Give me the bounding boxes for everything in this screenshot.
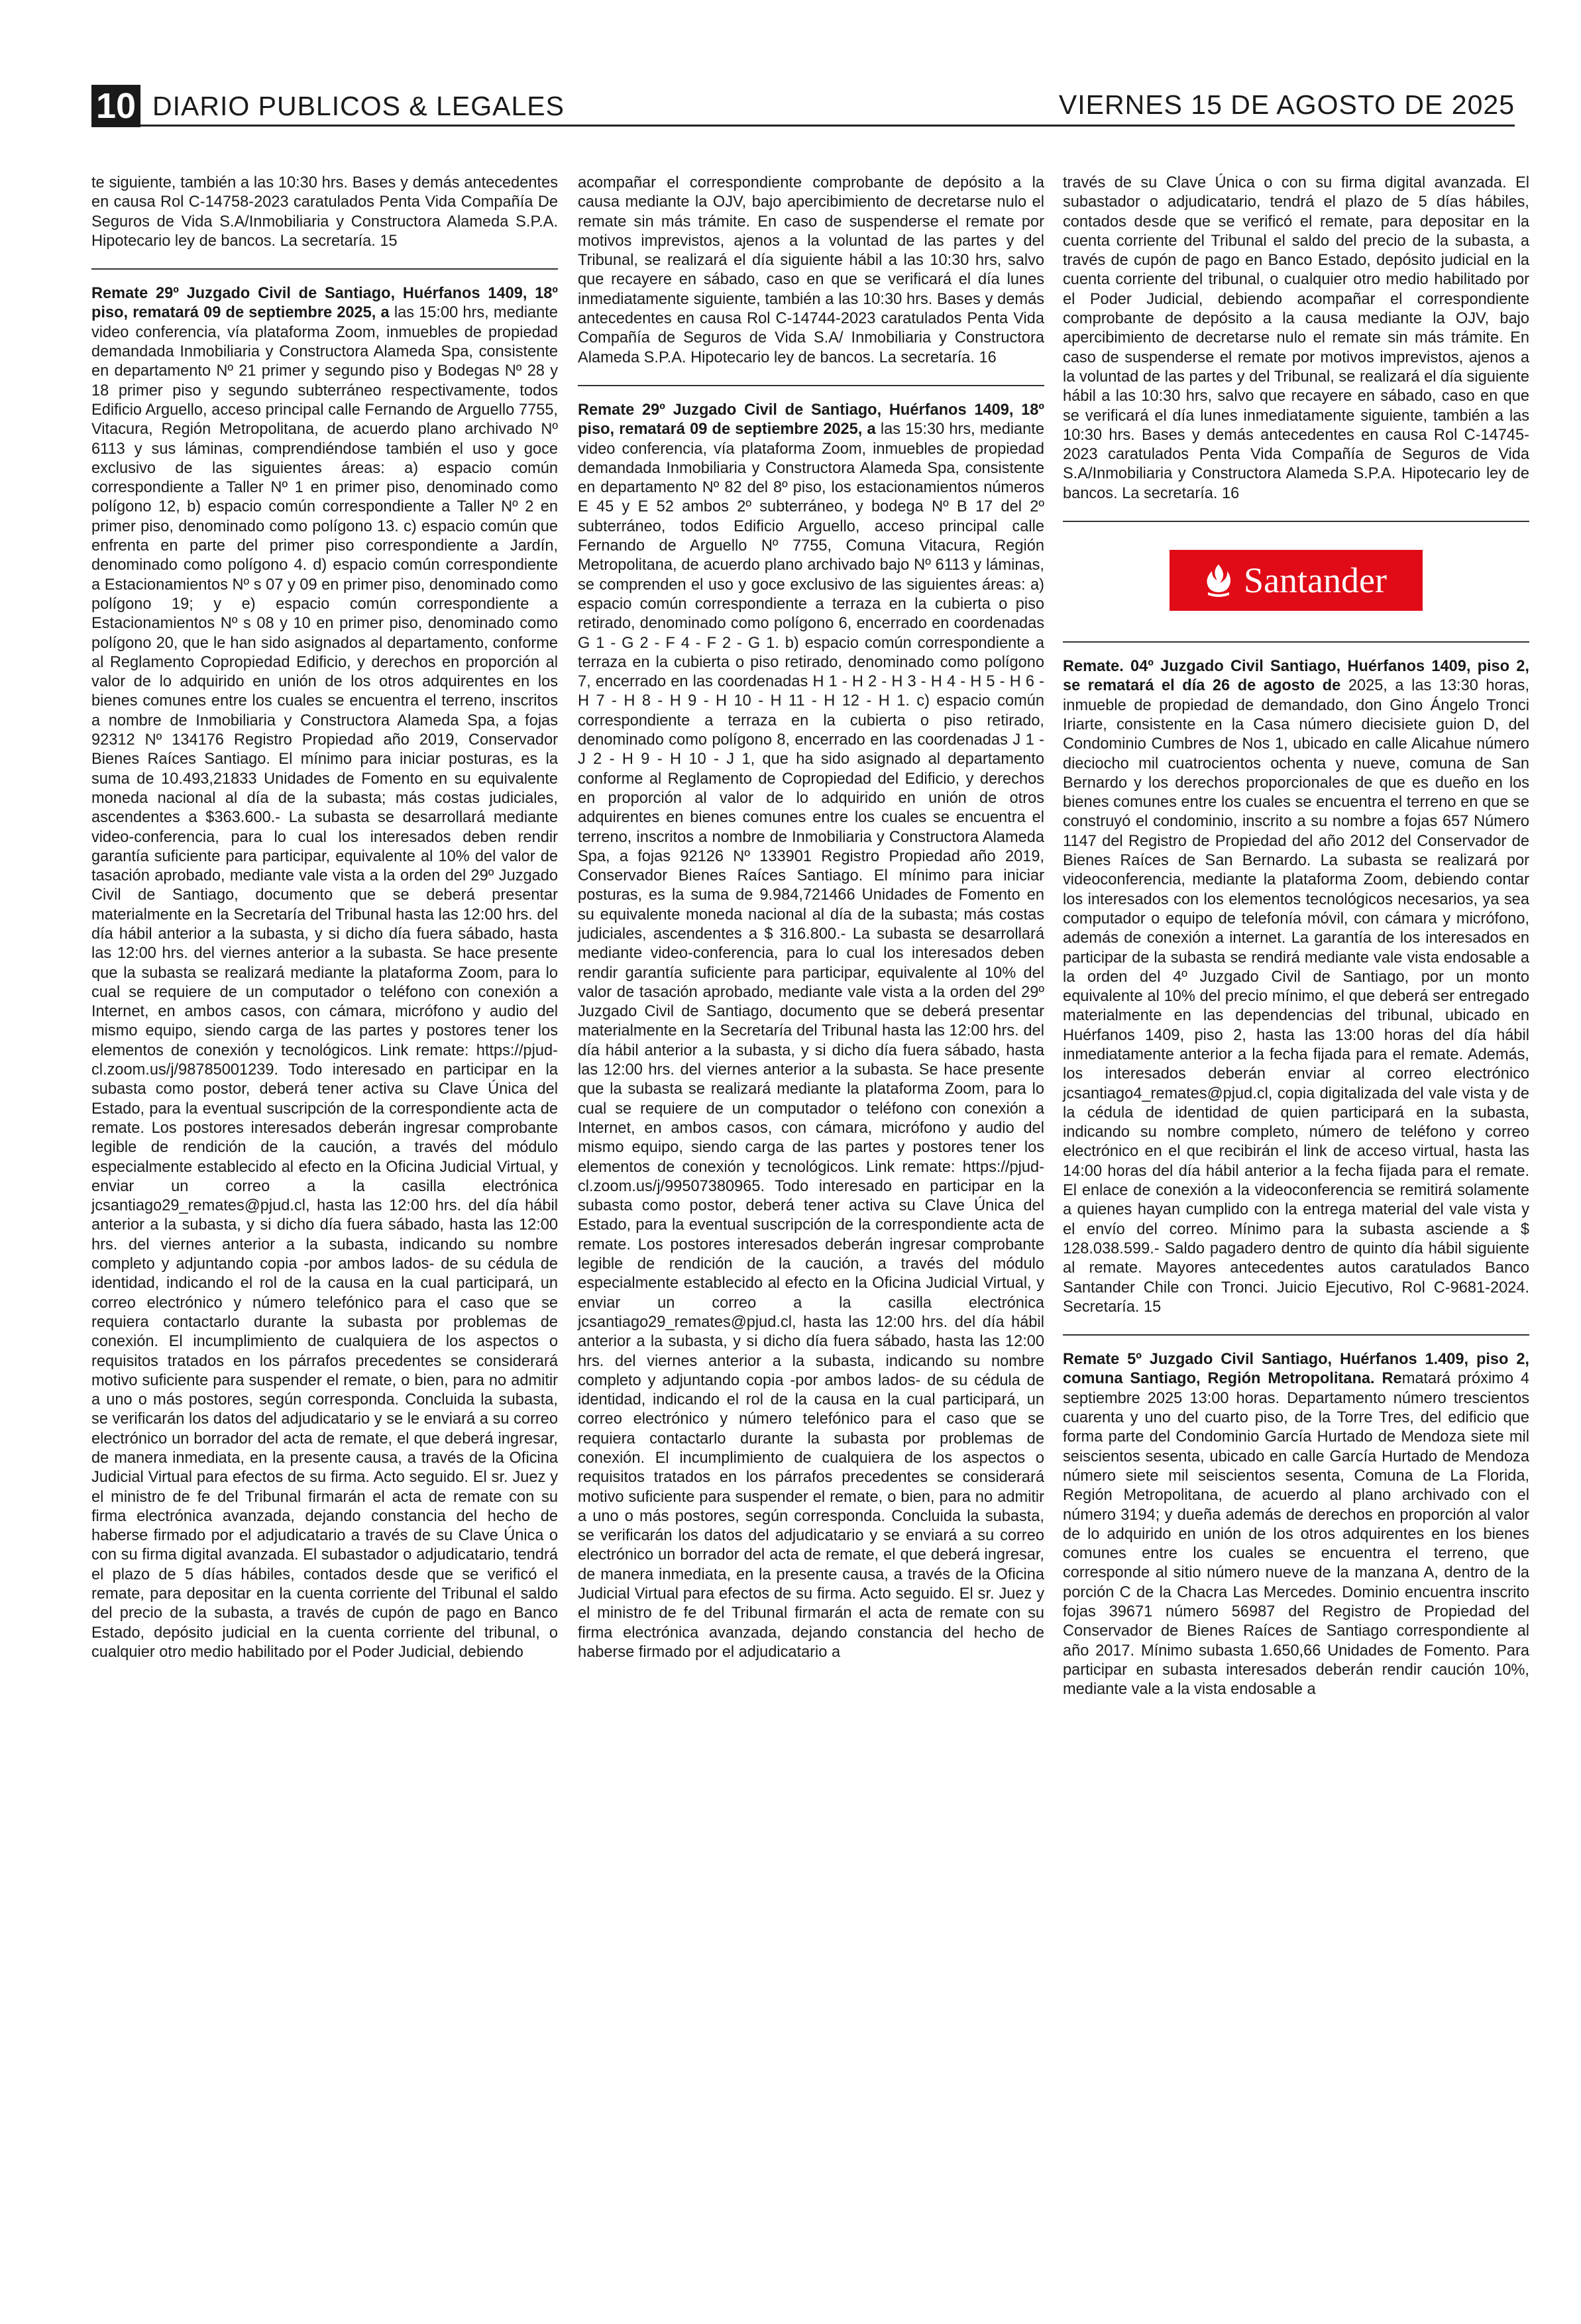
- notice-lead: Remate 5º Juzgado Civil Santiago, Huérfanos 1.409, piso 2, comuna Santiago, Región Metropolitana. Re: [1063, 1351, 1529, 1388]
- column-3: [1063, 174, 1529, 1699]
- notice-divider: [91, 268, 558, 270]
- notice: [91, 284, 558, 1662]
- notice-lead: Remate 29º Juzgado Civil de Santiago, Huérfanos 1409, 18º piso, rematará 09 de septiembre 2025, a: [91, 285, 558, 322]
- page-number: 10: [91, 85, 140, 127]
- santander-logo-area: [1063, 537, 1529, 624]
- column-1: [91, 174, 558, 1662]
- flame-icon: [1205, 563, 1232, 598]
- notice: [578, 401, 1044, 1662]
- logo-text: Santander: [1244, 560, 1387, 601]
- notice: [1063, 1350, 1529, 1699]
- notice-body: matará próximo 4 septiembre 2025 13:00 horas. Departamento número trescientos cuarenta y uno del cuarto piso, de la Torre Tres, del edificio que forma parte del Condominio García Hurtado de Mendoza siete mil seiscientos sesenta, ubicado en calle García Hurtado de Mendoza número siete mil seiscientos sesenta, Comuna de La Florida, Región Metropolitana, de acuerdo al plano archivado con el número 3194; y dueña además de derechos en proporción al valor de lo adquirido en unión de los otros adquirentes en los bienes comunes entre los cuales se encuentra el terreno, que corresponde al sitio número nueve de la manzana A, dentro de la porción C de la Chacra Las Mercedes. Dominio encuentra inscrito fojas 39671 número 56987 del Registro de Propiedad del Conservador de Bienes Raíces de Santiago correspondiente al año 2017. Mínimo subasta 1.650,66 Unidades de Fomento. Para participar en subasta interesados deberán rendir caución 10%, mediante vale a la vista endosable a: [1063, 1370, 1530, 1699]
- notice-body: te siguiente, también a las 10:30 hrs. Bases y demás antecedentes en causa Rol C-14758-2023 caratulados Penta Vida Compañía De Seguros de Vida S.A/Inmobiliaria y Constructora Alameda S.P.A. Hipotecario ley de bancos. La secretaría. 15: [91, 174, 558, 250]
- notice-lead: Remate 29º Juzgado Civil de Santiago, Huérfanos 1409, 18º piso, rematará 09 de septiembre 2025, a: [578, 401, 1044, 439]
- notice-body: acompañar el correspondiente comprobante de depósito a la causa mediante la OJV, bajo apercibimiento de decretarse nulo el remate sin más trámite. En caso de suspenderse el remate por motivos imprevistos, ajenos a la voluntad de las partes y del Tribunal, se realizará el día siguiente hábil a las 10:30 hrs, salvo que recayere en sábado, caso en que se verificará el día lunes inmediatamente siguiente, también a las 10:30 hrs. Bases y demás antecedentes en causa Rol C-14744-2023 caratulados Penta Vida Compañía de Seguros de Vida S.A/ Inmobiliaria y Constructora Alameda S.P.A. Hipotecario ley de bancos. La secretaría. 16: [578, 174, 1044, 366]
- notice: [1063, 657, 1529, 1317]
- page-header: [91, 85, 1515, 127]
- publication-title: DIARIO PUBLICOS & LEGALES: [152, 91, 565, 121]
- notice-lead: Remate. 04º Juzgado Civil Santiago, Huérfanos 1409, piso 2, se rematará el día 26 de agosto de: [1063, 658, 1529, 695]
- notice-body: 2025, a las 13:30 horas, inmueble de propiedad de demandado, don Gino Ángelo Tronci Iriarte, consistente en la Casa número diecisiete guion D, del Condominio Cumbres de Nos 1, ubicado en calle Alicahue número dieciocho mil cuatrocientos ochenta y nueve, comuna de San Bernardo y los derechos proporcionales de que es dueño en los bienes comunes entre los cuales se encuentra el terreno en que se construyó el condominio, inscrito a su nombre a fojas 657 Número 1147 del Registro de Propiedad del año 2012 del Conservador de Bienes Raíces de San Bernardo. La subasta se realizará por videoconferencia, mediante la plataforma Zoom, debiendo contar los interesados con los elementos tecnológicos necesarios, ya sea computador o equipo de telefonía móvil, con cámara y micrófono, además de conexión a internet. La garantía de los interesados en participar de la subasta se rendirá mediante vale vista endosable a la orden del 4º Juzgado Civil de Santiago, por un monto equivalente al 10% del precio mínimo, el que deberá ser entregado materialmente en las dependencias del tribunal, ubicado en Huérfanos 1409, piso 2, hasta las 13:00 horas del día hábil inmediatamente anterior a la fecha fijada para el remate. Además, los interesados deberán enviar al correo electrónico jcsantiago4_remates@pjud.cl, copia digitalizada del vale vista y de la cédula de identidad de quien participará en la subasta, indicando su nombre completo, número de teléfono y correo electrónico en el que recibirán el link de acceso virtual, hasta las 14:00 horas del día hábil anterior a la fecha fijada para el remate. El enlace de conexión a la videoconferencia se remitirá solamente a quienes hayan cumplido con la entrega material del vale vista y el envío del correo. Mínimo para la subasta asciende a $ 128.038.599.- Saldo pagadero dentro de quinto día hábil siguiente al remate. Mayores antecedentes autos caratulados Banco Santander Chile con Tronci. Juicio Ejecutivo, Rol C-9681-2024. Secretaría. 15: [1063, 677, 1530, 1316]
- notice-continuation: [91, 174, 558, 251]
- notice-divider: [1063, 641, 1529, 643]
- notice-continuation: [1063, 174, 1529, 503]
- notice-divider: [578, 385, 1044, 386]
- publication-date: VIERNES 15 DE AGOSTO DE 2025: [1058, 89, 1515, 120]
- notice-divider: [1063, 521, 1529, 522]
- notice-divider: [1063, 1334, 1529, 1336]
- santander-logo: [1170, 550, 1423, 611]
- notice-continuation: [578, 174, 1044, 368]
- notice-body: las 15:00 hrs, mediante video conferencia, vía plataforma Zoom, inmuebles de propiedad demandada Inmobiliaria y Constructora Alameda Spa, consistente en departamento Nº 21 primer y segundo piso y Bodegas Nº 28 y 18 primer piso y segundo subterráneo respectivamente, todos Edificio Arguello, acceso principal calle Fernando de Arguello 7755, Vitacura, Región Metropolitana, de acuerdo plano archivado Nº 6113 y sus láminas, comprendiéndose también el uso y goce exclusivo de las siguientes áreas: a) espacio común correspondiente a Taller Nº 1 en primer piso, denominado como polígono 12, b) espacio común correspondiente a Taller Nº 2 en primer piso, denominado como polígono 13. c) espacio común que enfrenta en parte del primer piso correspondiente a Jardín, denominado como polígono 4. d) espacio común correspondiente a Estacionamientos Nº s 07 y 09 en primer piso, denominado como polígono 19; y e) espacio común correspondiente a Estacionamientos Nº s 08 y 10 en primer piso, denominado como polígono 20, que le han sido asignados al departamento, conforme al Reglamento Copropiedad Edificio, y derechos en proporción al valor de lo adquirido en unión de los otros adquirentes en los bienes comunes entre los cuales se encuentra el terreno, inscritos a nombre de Inmobiliaria y Constructora Alameda Spa, a fojas 92312 Nº 134176 Registro Propiedad año 2019, Conservador Bienes Raíces Santiago. El mínimo para iniciar posturas, es la suma de 10.493,21833 Unidades de Fomento en su equivalente moneda nacional al día de la subasta; más costas judiciales, ascendentes a $363.600.- La subasta se desarrollará mediante video-conferencia, para lo cual los interesados deben rendir garantía suficiente para participar, equivalente al 10% del valor de tasación aprobado, mediante vale vista a la orden del 29º Juzgado Civil de Santiago, documento que se deberá presentar materialmente en la Secretaría del Tribunal hasta las 12:00 hrs. del día hábil anterior a la subasta, y si dicho día fuera sábado, hasta las 12:00 hrs. del viernes anterior a la subasta. Se hace presente que la subasta se realizará mediante la plataforma Zoom, para lo cual se requiere de un computador o teléfono con conexión a Internet, en ambos casos, con cámara, micrófono y audio del mismo equipo, siendo carga de las partes y postores tener los elementos de conexión y tecnológicos. Link remate: https://pjud-cl.zoom.us/j/98785001239. Todo interesado en participar en la subasta como postor, deberá tener activa su Clave Única del Estado, para la eventual suscripción de la correspondiente acta de remate. Los postores interesados deberán ingresar comprobante legible de rendición de la caución, a través del módulo especialmente establecido al efecto en la Oficina Judicial Virtual, y enviar un correo a la casilla electrónica jcsantiago29_remates@pjud.cl, hasta las 12:00 hrs. del día hábil anterior a la subasta, y si dicho día fuera sábado, hasta las 12:00 hrs. del viernes anterior a la subasta, indicando su nombre completo y adjuntando copia -por ambos lados- de su cédula de identidad, indicando el rol de la causa en la cual participará, un correo electrónico y número telefónico para el caso que se requiera contactarlo durante la subasta por problemas de conexión. El incumplimiento de cualquiera de los aspectos o requisitos tratados en los párrafos precedentes se considerará motivo suficiente para suspender el remate, o bien, para no admitir a uno o más postores, según corresponda. Concluida la subasta, se verificarán los datos del adjudicatario y se le enviará a su correo electrónico un borrador del acta de remate, el que deberá ingresar, de manera inmediata, en la presente causa, a través de la Oficina Judicial Virtual para efectos de su firma. Acto seguido. El sr. Juez y el ministro de fe del Tribunal firmarán el acta de remate con su firma electrónica avanzada, dejando constancia del hecho de haberse firmado por el adjudicatario a través de su Clave Única o con su firma digital avanzada. El subastador o adjudicatario, tendrá el plazo de 5 días hábiles, contados desde que se verificó el remate, para depositar en la cuenta corriente del Tribunal el saldo del precio de la subasta, a través de cupón de pago en Banco Estado, depósito judicial en la cuenta corriente del tribunal, o cualquier otro medio habilitado por el Poder Judicial, debiendo: [91, 304, 558, 1661]
- notice-body: través de su Clave Única o con su firma digital avanzada. El subastador o adjudicatario, tendrá el plazo de 5 días hábiles, contados desde que se verificó el remate, para depositar en la cuenta corriente del Tribunal el saldo del precio de la subasta, a través de cupón de pago en Banco Estado, depósito judicial en la cuenta corriente del tribunal, o cualquier otro medio habilitado por el Poder Judicial, debiendo acompañar el correspondiente comprobante de depósito a la causa mediante la OJV, bajo apercibimiento de decretarse nulo el remate sin más trámite. En caso de suspenderse el remate por motivos imprevistos, ajenos a la voluntad de las partes y del Tribunal, se realizará el día siguiente hábil a las 10:30 hrs, salvo que recayere en sábado, caso en que se verificará el día lunes inmediatamente siguiente, también a las 10:30 hrs. Bases y demás antecedentes en causa Rol C-14745-2023 caratulados Penta Vida Compañía de Seguros de Vida S.A/Inmobiliaria y Constructora Alameda S.P.A. Hipotecario ley de bancos. La secretaría. 16: [1063, 174, 1529, 502]
- column-2: [578, 174, 1044, 1662]
- notice-body: las 15:30 hrs, mediante video conferencia, vía plataforma Zoom, inmuebles de propiedad demandada Inmobiliaria y Constructora Alameda Spa, consistente en departamento Nº 82 del 8º piso, los estacionamientos números E 45 y E 52 ambos 2º subterráneo, y bodega Nº B 17 del 2º subterráneo, todos Edificio Arguello, acceso principal calle Fernando de Arguello Nº 7755, Comuna Vitacura, Región Metropolitana, de acuerdo plano archivado bajo Nº 6113 y láminas, se comprenden el uso y goce exclusivo de las siguientes áreas: a) espacio común correspondiente a terraza en la cubierta o piso retirado, denominado como polígono 6, encerrado en coordenadas G 1 - G 2 - F 4 - F 2 - G 1. b) espacio común correspondiente a terraza en la cubierta o piso retirado, denominado como polígono 7, encerrado en las coordenadas H 1 - H 2 - H 3 - H 4 - H 5 - H 6 - H 7 - H 8 - H 9 - H 10 - H 11 - H 12 - H 1. c) espacio común correspondiente a terraza en la cubierta o piso retirado, denominado como polígono 8, encerrado en las coordenadas J 1 - J 2 - H 9 - H 10 - J 1, que ha sido asignado al departamento conforme al Reglamento de Copropiedad del Edificio, y derechos en proporción al valor de lo adquirido en unión de otros adquirentes en bienes comunes entre los cuales se encuentra el terreno, inscritos a nombre de Inmobiliaria y Constructora Alameda Spa, a fojas 92126 Nº 133901 Registro Propiedad año 2019, Conservador Bienes Raíces Santiago. El mínimo para iniciar posturas, es la suma de 9.984,721466 Unidades de Fomento en su equivalente moneda nacional al día de la subasta; más costas judiciales, ascendentes a $ 316.800.- La subasta se desarrollará mediante video-conferencia, para lo cual los interesados deben rendir garantía suficiente para participar, equivalente al 10% del valor de tasación aprobado, mediante vale vista a la orden del 29º Juzgado Civil de Santiago, documento que se deberá presentar materialmente en la Secretaría del Tribunal hasta las 12:00 hrs. del día hábil anterior a la subasta, y si dicho día fuera sábado, hasta las 12:00 hrs. del viernes anterior a la subasta. Se hace presente que la subasta se realizará mediante la plataforma Zoom, para lo cual se requiere de un computador o teléfono con conexión a Internet, en ambos casos, con cámara, micrófono y audio del mismo equipo, siendo carga de las partes y postores tener los elementos de conexión y tecnológicos. Link remate: https://pjud-cl.zoom.us/j/99507380965. Todo interesado en participar en la subasta como postor, deberá tener activa su Clave Única del Estado, para la eventual suscripción de la correspondiente acta de remate. Los postores interesados deberán ingresar comprobante legible de rendición de la caución, a través del módulo especialmente establecido al efecto en la Oficina Judicial Virtual, y enviar un correo a la casilla electrónica jcsantiago29_remates@pjud.cl, hasta las 12:00 hrs. del día hábil anterior a la subasta, y si dicho día fuera sábado, hasta las 12:00 hrs. del viernes anterior a la subasta, indicando su nombre completo y adjuntando copia -por ambos lados- de su cédula de identidad, indicando el rol de la causa en la cual participará, un correo electrónico y número telefónico para el caso que se requiera contactarlo durante la subasta por problemas de conexión. El incumplimiento de cualquiera de los aspectos o requisitos tratados en los párrafos precedentes se considerará motivo suficiente para suspender el remate, o bien, para no admitir a uno o más postores, según corresponda. Concluida la subasta, se verificarán los datos del adjudicatario y se enviará a su correo electrónico un borrador del acta de remate, el que deberá ingresar, de manera inmediata, en la presente causa, a través de la Oficina Judicial Virtual para efectos de su firma. Acto seguido. El sr. Juez y el ministro de fe del Tribunal firmarán el acta de remate con su firma electrónica avanzada, dejando constancia del hecho de haberse firmado por el adjudicatario a: [578, 421, 1044, 1661]
